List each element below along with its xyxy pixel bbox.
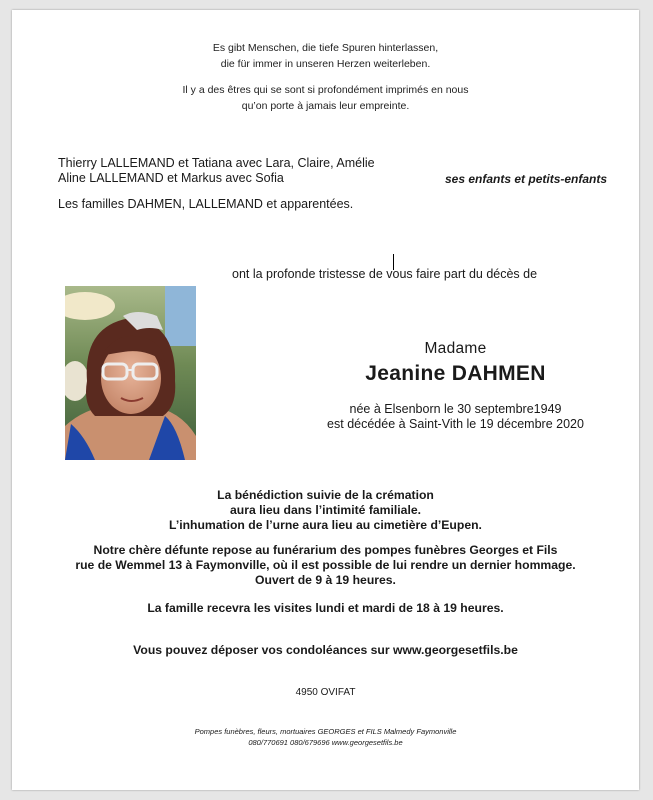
quote-german-line-1: Es gibt Menschen, die tiefe Spuren hinterlassen, [212,42,439,54]
deceased-dates [142,402,653,432]
announcement-text: ont la profonde tristesse de vous faire part du décès de [232,267,538,281]
family-line-1: Thierry LALLEMAND et Tatiana avec Lara, Claire, Amélie [58,156,375,170]
ceremony-line-1: La bénédiction suivie de la crémation [217,488,434,502]
quote-german-line-2: die für immer in unseren Herzen weiterleben. [220,58,431,70]
family-line-3: Les familles DAHMEN, LALLEMAND et apparentées. [58,197,354,211]
family-line-2: Aline LALLEMAND et Markus avec Sofia [58,171,284,185]
footer-line-1: Pompes funèbres, fleurs, mortuaires GEORGES et FILS Malmedy Faymonville [194,727,457,736]
family-children [58,156,375,186]
obituary-page [12,10,639,790]
funerarium-line-3: Ouvert de 9 à 19 heures. [255,573,396,587]
locality: 4950 OVIFAT [295,687,356,698]
birth-date: née à Elsenborn le 30 septembre1949 [349,402,562,416]
quote-french-line-2: qu’on porte à jamais leur empreinte. [241,100,410,112]
funerarium-info [12,543,639,588]
quote-french-line-1: Il y a des êtres qui se sont si profondément imprimés en nous [182,84,469,96]
ceremony-line-3: L’inhumation de l’urne aura lieu au cimetière d’Eupen. [169,518,482,532]
ceremony-info [12,488,639,533]
family-role: ses enfants et petits-enfants [445,172,608,186]
footer-line-2: 080/770691 080/679696 www.georgesetfils.be [248,738,403,747]
quote-german [12,40,639,72]
death-date: est décédée à Saint-Vith le 19 décembre 2020 [327,417,584,431]
funeral-home-footer [12,726,639,748]
ceremony-line-2: aura lieu dans l’intimité familiale. [230,503,421,517]
condolences-info: Vous pouvez déposer vos condoléances sur www.georgesetfils.be [133,643,518,657]
funerarium-line-1: Notre chère défunte repose au funérarium des pompes funèbres Georges et Fils [93,543,558,557]
deceased-title: Madame [424,340,487,357]
quote-french [12,82,639,114]
deceased-name: Jeanine DAHMEN [365,362,546,385]
visits-info: La famille recevra les visites lundi et mardi de 18 à 19 heures. [147,601,504,615]
funerarium-line-2: rue de Wemmel 13 à Faymonville, où il est possible de lui rendre un dernier hommage. [75,558,576,572]
